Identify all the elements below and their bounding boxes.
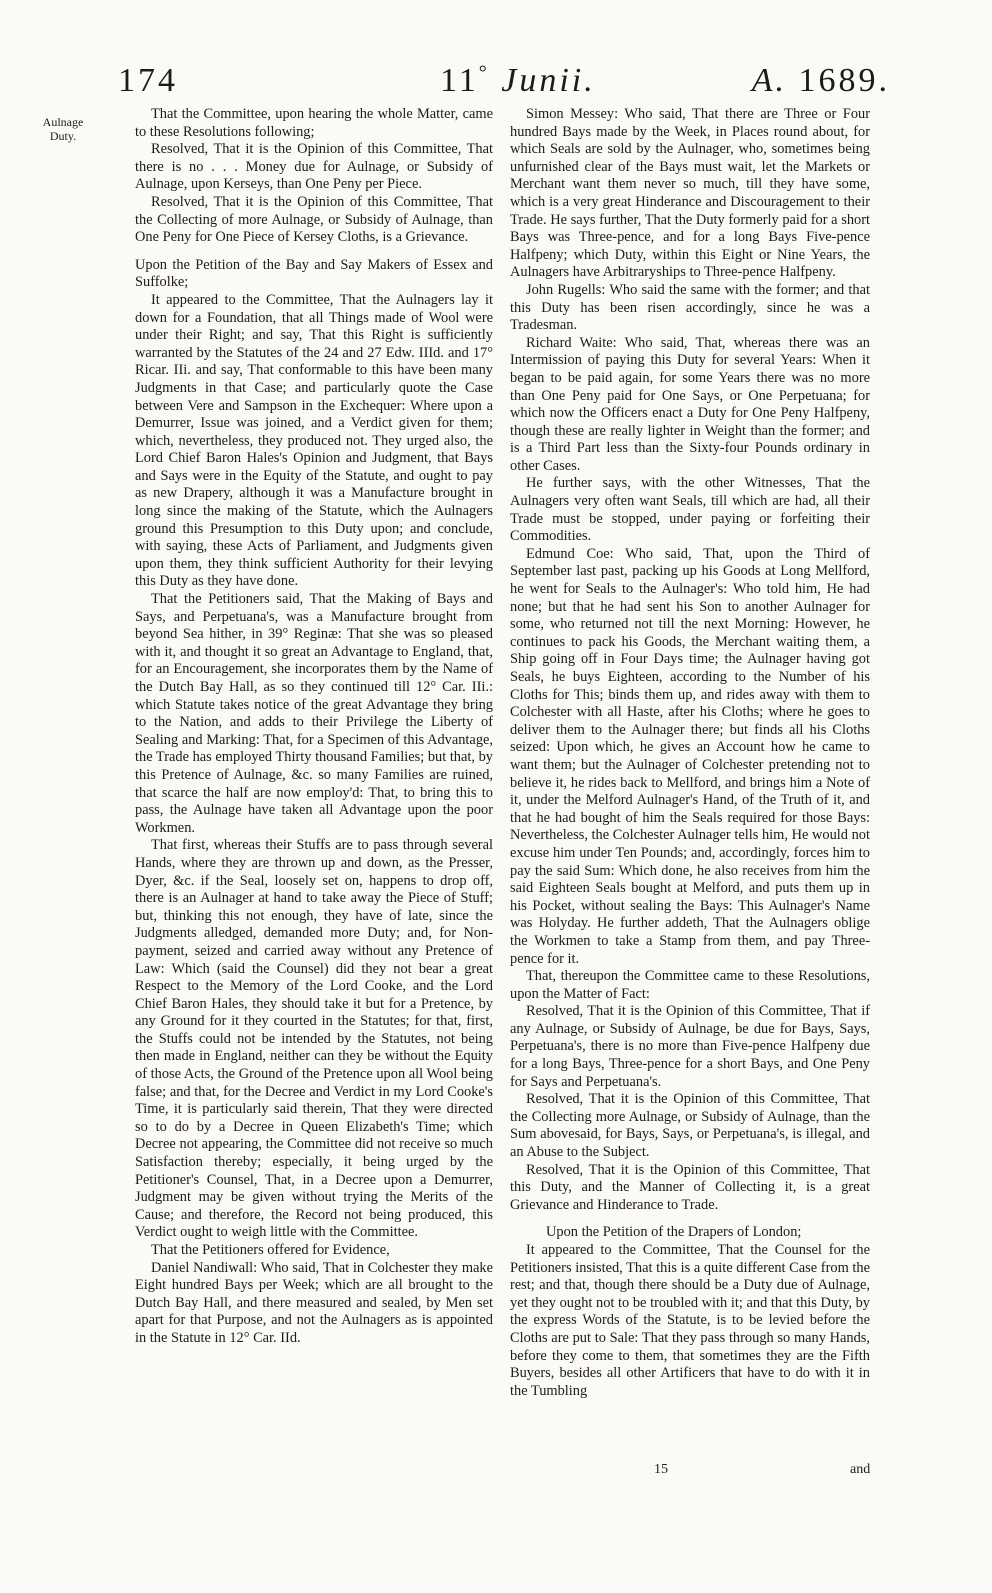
paragraph: He further says, with the other Witnesses, That the Aulnagers very often want Seals, till which are had, all their Trade must be stopped, under paying or forfeiting their Commodities. [510,475,870,545]
paragraph: Richard Waite: Who said, That, whereas there was an Intermission of paying this Duty for several Years: When it began to be paid again, for some Years there was no more than One Peny paid for One Says, or One Perpetuana; for which now the Officers enact a Duty for One Peny Halfpeny, though these are really lighter in Weight than the former; and is a Third Part less than the Sixty-four Pounds ordinary in other Cases. [510,334,870,474]
signature-mark: 15 [654,1462,668,1477]
paragraph: Resolved, That it is the Opinion of this Committee, That the Collecting of more Aulnage, or Subsidy of Aulnage, than One Peny for One Piece of Kersey Cloths, is a Grievance. [135,193,493,246]
paragraph: Resolved, That it is the Opinion of this Committee, That there is no . . . Money due for Aulnage, or Subsidy of Aulnage, upon Kerseys, than One Peny per Piece. [135,141,493,193]
header-date: 11° Junii. [440,62,596,99]
margin-note: Aulnage Duty. [42,115,84,143]
paragraph: That first, whereas their Stuffs are to pass through several Hands, where they are thrown up and down, as the Presser, Dyer, &c. if the Seal, loosely set on, happens to drop off, there is an Aulnager at hand to take away the Piece of Stuff; but, thinking this not enough, they have of late, since the Judgments alledged, demanded more Duty; and, for Non-payment, seized and carried away without any Pretence of Law: Which (said the Counsel) did they not bear a great Respect to the Memory of the Lord Cooke, and the Lord Chief Baron Hales, they should take it but for a Pretence, by any Ground for it they courted in the Statutes; for that, first, the Stuffs could not be intended by the Statutes, not being then made in England, neither can they be without the Equity of those Acts, the Ground of the Pretence upon all Wool being false; and that, for the Decree and Verdict in my Lord Cooke's Time, it is particularly said therein, That they were directed so to do by a Decree in Queen Elizabeth's Time; which Decree not appearing, the Committee did not receive so much Satisfaction thereby; especially, it being urged by the Petitioner's Counsel, That, in a Decree upon a Demurrer, Judgment may be given without trying the Merits of the Cause; and therefore, the Record not being produced, this Verdict ought to weigh little with the Committee. [135,837,493,1241]
paragraph: John Rugells: Who said the same with the former; and that this Duty has been risen accordingly, since he was a Tradesman. [510,281,870,334]
paragraph: Simon Messey: Who said, That there are Three or Four hundred Bays made by the Week, in Places round about, for which Seals are sold by the Aulnager, who, sometimes being unfurnished clear of the Bays must wait, let the Markets or Merchant want them never so much, till they have some, which is a very great Hinderance and Discouragement to their Trade. He says further, That the Duty formerly paid for a short Bays was Three-pence, and for a long Bays Five-pence Halfpeny; which Duty, within this Eight or Nine Years, the Aulnagers have Arbitraryships to Three-pence Halfpeny. [510,106,870,281]
paragraph: That the Committee, upon hearing the whole Matter, came to these Resolutions following; [135,106,493,140]
paragraph: That the Petitioners said, That the Making of Bays and Says, and Perpetuana's, was a Manufacture brought from beyond Sea hither, in 39° Reginæ: That she was so pleased with it, and thought it so great an Advantage to England, that, for an Encouragement, she incorporates them by the Name of the Dutch Bay Hall, as so they continued till 12° Car. IIi.: which Statute takes notice of the great Advantage they bring to the Nation, and adds to their Privilege the Liberty of Sealing and Marking: That, for a Specimen of this Advantage, the Trade has employed Thirty thousand Families; but that, by this Pretence of Aulnage, &c. so many Families are ruined, that scarce the half are now employ'd: That, to bring this to pass, the Aulnage have taken all Advantage upon the poor Workmen. [135,591,493,836]
paragraph: Resolved, That it is the Opinion of this Committee, That the Collecting more Aulnage, or Subsidy of Aulnage, than the Sum abovesaid, for Bays, Says, or Perpetuana's, is illegal, and an Abuse to the Subject. [510,1091,870,1161]
paragraph: Edmund Coe: Who said, That, upon the Third of September last past, packing up his Goods at Long Mellford, he went for Seals to the Aulnager's: Who told him, He had none; but that he had sent his Son to another Aulnager for some, who returned not till the next Morning: However, he continues to pack his Goods, the Merchant waiting them, a Ship going off in Four Days time; the Aulnager having got Seals, he buys Eighteen, according to the Number of his Cloths for This; binds them up, and rides away with them to Colchester with all Haste, after his Cloths; where he goes to deliver them to the Aulnager there; but finds all his Cloths seized: Upon which, he gives an Account how he came to want them; but the Aulnager of Colchester pretending not to believe it, he rides back to Mellford, and brings him a Note of it, under the Melford Aulnager's Hand, of the Truth of it, and that he had bought of him the Seals required for those Bays: Nevertheless, the Colchester Aulnager tells him, He would not excuse him under Ten Pounds; and, accordingly, forces him to pay the said Sum: Which done, he also receives from him the said Eighteen Seals bought at Melford, and puts them up in his Pocket, without sealing the Bays: This Aulnager's Name was Holyday. He further addeth, That the Aulnagers oblige the Workmen to take a Stamp from them, and pay Three-pence for it. [510,545,870,967]
paragraph: Resolved, That it is the Opinion of this Committee, That if any Aulnage, or Subsidy of Aulnage, be due for Bays, Says, Perpetuana's, there is no more than Five-pence Halfpeny due for a long Bays, Three-pence for a short Bays, and One Peny for Says and Perpetuana's. [510,1003,870,1090]
page-number: 174 [118,62,178,99]
right-column [510,106,870,1400]
paragraph: It appeared to the Committee, That the Aulnagers lay it down for a Foundation, that all Things made of Wool were under their Right; and say, That this Right is sufficiently warranted by the Statutes of the 24 and 27 Edw. IIId. and 17° Ricar. IIi. and say, That conformable to this have been many Judgments in that Case; and particularly quote the Case between Vere and Sampson in the Exchequer: Where upon a Demurrer, Issue was joined, and a Verdict given for them; which, nevertheless, they produced not. They urged also, the Lord Chief Baron Hales's Opinion and Judgment, that Bays and Says were in the Equity of the Statute, and ought to pay as new Drapery, although it was a Manufacture brought in long since the making of the Statute, which the Aulnagers ground this Presumption to this Duty upon; and conclude, with saying, these Acts of Parliament, and Judgments given upon them, they think sufficient Authority for their levying this Duty as they have done. [135,291,493,590]
paragraph: It appeared to the Committee, That the Counsel for the Petitioners insisted, That this is a quite different Case from the rest; and that, though there should be a Duty due of Aulnage, yet they ought not to be troubled with it; and that this Duty, by the express Words of the Statute, is to be levied before the Cloths are put to Sale: That they pass through so many Hands, before they come to them, that sometimes they are the Fifth Buyers, besides all other Artificers that have to do with it in the Tumbling [510,1242,870,1399]
paragraph: That, thereupon the Committee came to these Resolutions, upon the Matter of Fact: [510,968,870,1002]
paragraph: That the Petitioners offered for Evidence, [151,1242,390,1258]
left-column [135,106,493,1348]
paragraph: Daniel Nandiwall: Who said, That in Colchester they make Eight hundred Bays per Week; which are all brought to the Dutch Bay Hall, and there measured and sealed, by Men set apart for that Purpose, and not the Aulnagers as is appointed in the Statute in 12° Car. IId. [135,1259,493,1346]
header-year: A. 1689. [751,62,890,99]
catchword: and [850,1462,871,1477]
paragraph: Resolved, That it is the Opinion of this Committee, That this Duty, and the Manner of Collecting it, is a great Grievance and Hinderance to Trade. [510,1161,870,1213]
section-heading: Upon the Petition of the Bay and Say Makers of Essex and Suffolke; [135,256,493,291]
section-heading: Upon the Petition of the Drapers of London; [546,1224,802,1241]
page-header [100,62,890,110]
